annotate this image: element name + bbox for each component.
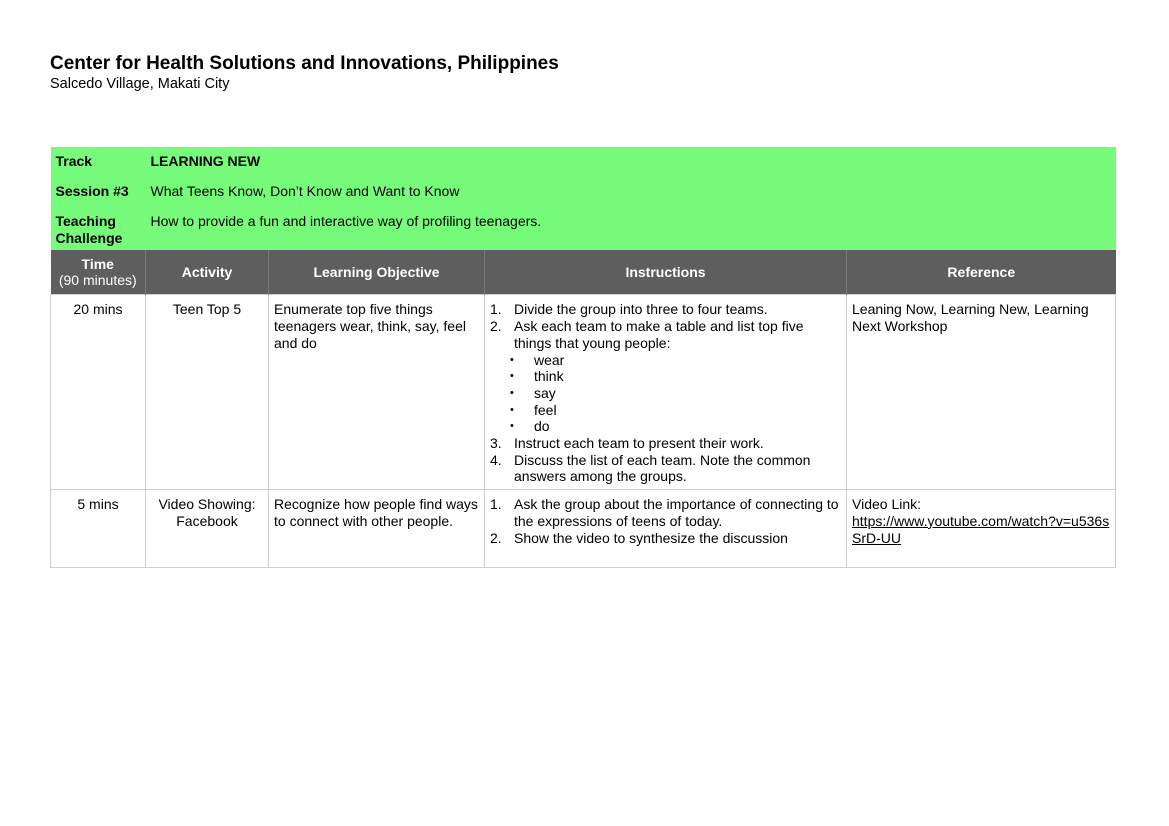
instruction-text: Show the video to synthesize the discussion (514, 529, 788, 546)
document-header (50, 53, 559, 93)
bullet-text: wear (534, 351, 565, 368)
reference-column-header: Reference (847, 250, 1116, 295)
bullet-icon: • (510, 353, 514, 366)
instruction-number: 2. (490, 529, 502, 546)
time-header-label: Time (81, 255, 114, 272)
bullet-item (490, 385, 841, 402)
session-plan-table (50, 147, 1116, 568)
bullet-icon: • (510, 386, 514, 399)
track-row (51, 147, 1116, 178)
instructions-cell (485, 295, 847, 490)
bullet-icon: • (510, 420, 514, 433)
time-column-header (51, 250, 146, 295)
bullet-text: say (534, 384, 556, 401)
column-header-row (51, 250, 1116, 295)
session-label: Session #3 (51, 178, 146, 208)
objective-cell: Enumerate top five things teenagers wear, think, say, feel and do (269, 295, 485, 490)
instructions-column-header: Instructions (485, 250, 847, 295)
instruction-number: 2. (490, 318, 502, 335)
teaching-challenge-label (51, 208, 146, 250)
bullet-list (510, 351, 841, 436)
instruction-text: Ask each team to make a table and list top five things that young people: (514, 318, 804, 351)
instruction-number: 1. (490, 301, 502, 318)
time-cell: 5 mins (51, 490, 146, 568)
reference-cell: Leaning Now, Learning New, Learning Next Workshop (847, 295, 1116, 490)
instruction-item (490, 318, 841, 435)
instruction-number: 3. (490, 435, 502, 452)
instruction-item (490, 301, 841, 318)
session-value: What Teens Know, Don’t Know and Want to Know (146, 178, 1116, 208)
instruction-list (490, 496, 841, 546)
instruction-text: Instruct each team to present their work. (514, 435, 764, 452)
video-link-label: Video Link: (852, 496, 922, 513)
teaching-challenge-value: How to provide a fun and interactive way of profiling teenagers. (146, 208, 1116, 250)
bullet-icon: • (510, 370, 514, 383)
time-header-sublabel: (90 minutes) (58, 272, 137, 289)
organization-address: Salcedo Village, Makati City (50, 76, 230, 92)
instruction-item (490, 452, 841, 485)
track-value: LEARNING NEW (146, 147, 1116, 178)
bullet-text: think (534, 368, 564, 385)
organization-name: Center for Health Solutions and Innovations, Philippines (50, 53, 559, 74)
track-label: Track (51, 147, 146, 178)
instruction-text: Ask the group about the importance of connecting to the expressions of teens of today. (514, 496, 839, 529)
instruction-text: Divide the group into three to four teams. (514, 301, 768, 318)
bullet-text: feel (534, 401, 557, 418)
time-cell: 20 mins (51, 295, 146, 490)
teaching-challenge-label-line1: Teaching (55, 213, 116, 229)
session-row (51, 178, 1116, 208)
bullet-item (490, 368, 841, 385)
activity-column-header: Activity (146, 250, 269, 295)
bullet-icon: • (510, 403, 514, 416)
objective-cell: Recognize how people find ways to connect with other people. (269, 490, 485, 568)
reference-cell (847, 490, 1116, 568)
video-link[interactable]: https://www.youtube.com/watch?v=u536sSrD-UU (852, 512, 1110, 546)
teaching-challenge-label-line2: Challenge (55, 229, 123, 246)
activity-cell: Video Showing: Facebook (146, 490, 269, 568)
activity-cell: Teen Top 5 (146, 295, 269, 490)
bullet-item (490, 352, 841, 369)
instruction-text: Discuss the list of each team. Note the common answers among the groups. (514, 451, 811, 485)
bullet-item (490, 418, 841, 435)
objective-column-header: Learning Objective (269, 250, 485, 295)
instruction-item (490, 435, 841, 452)
instruction-number: 4. (490, 451, 502, 468)
instruction-item (490, 530, 841, 547)
instruction-list (490, 301, 841, 485)
table-row (51, 295, 1116, 490)
bullet-text: do (534, 418, 550, 435)
instruction-number: 1. (490, 496, 502, 513)
instruction-item (490, 496, 841, 529)
bullet-item (490, 402, 841, 419)
table-row (51, 490, 1116, 568)
teaching-challenge-row (51, 208, 1116, 250)
instructions-cell (485, 490, 847, 568)
